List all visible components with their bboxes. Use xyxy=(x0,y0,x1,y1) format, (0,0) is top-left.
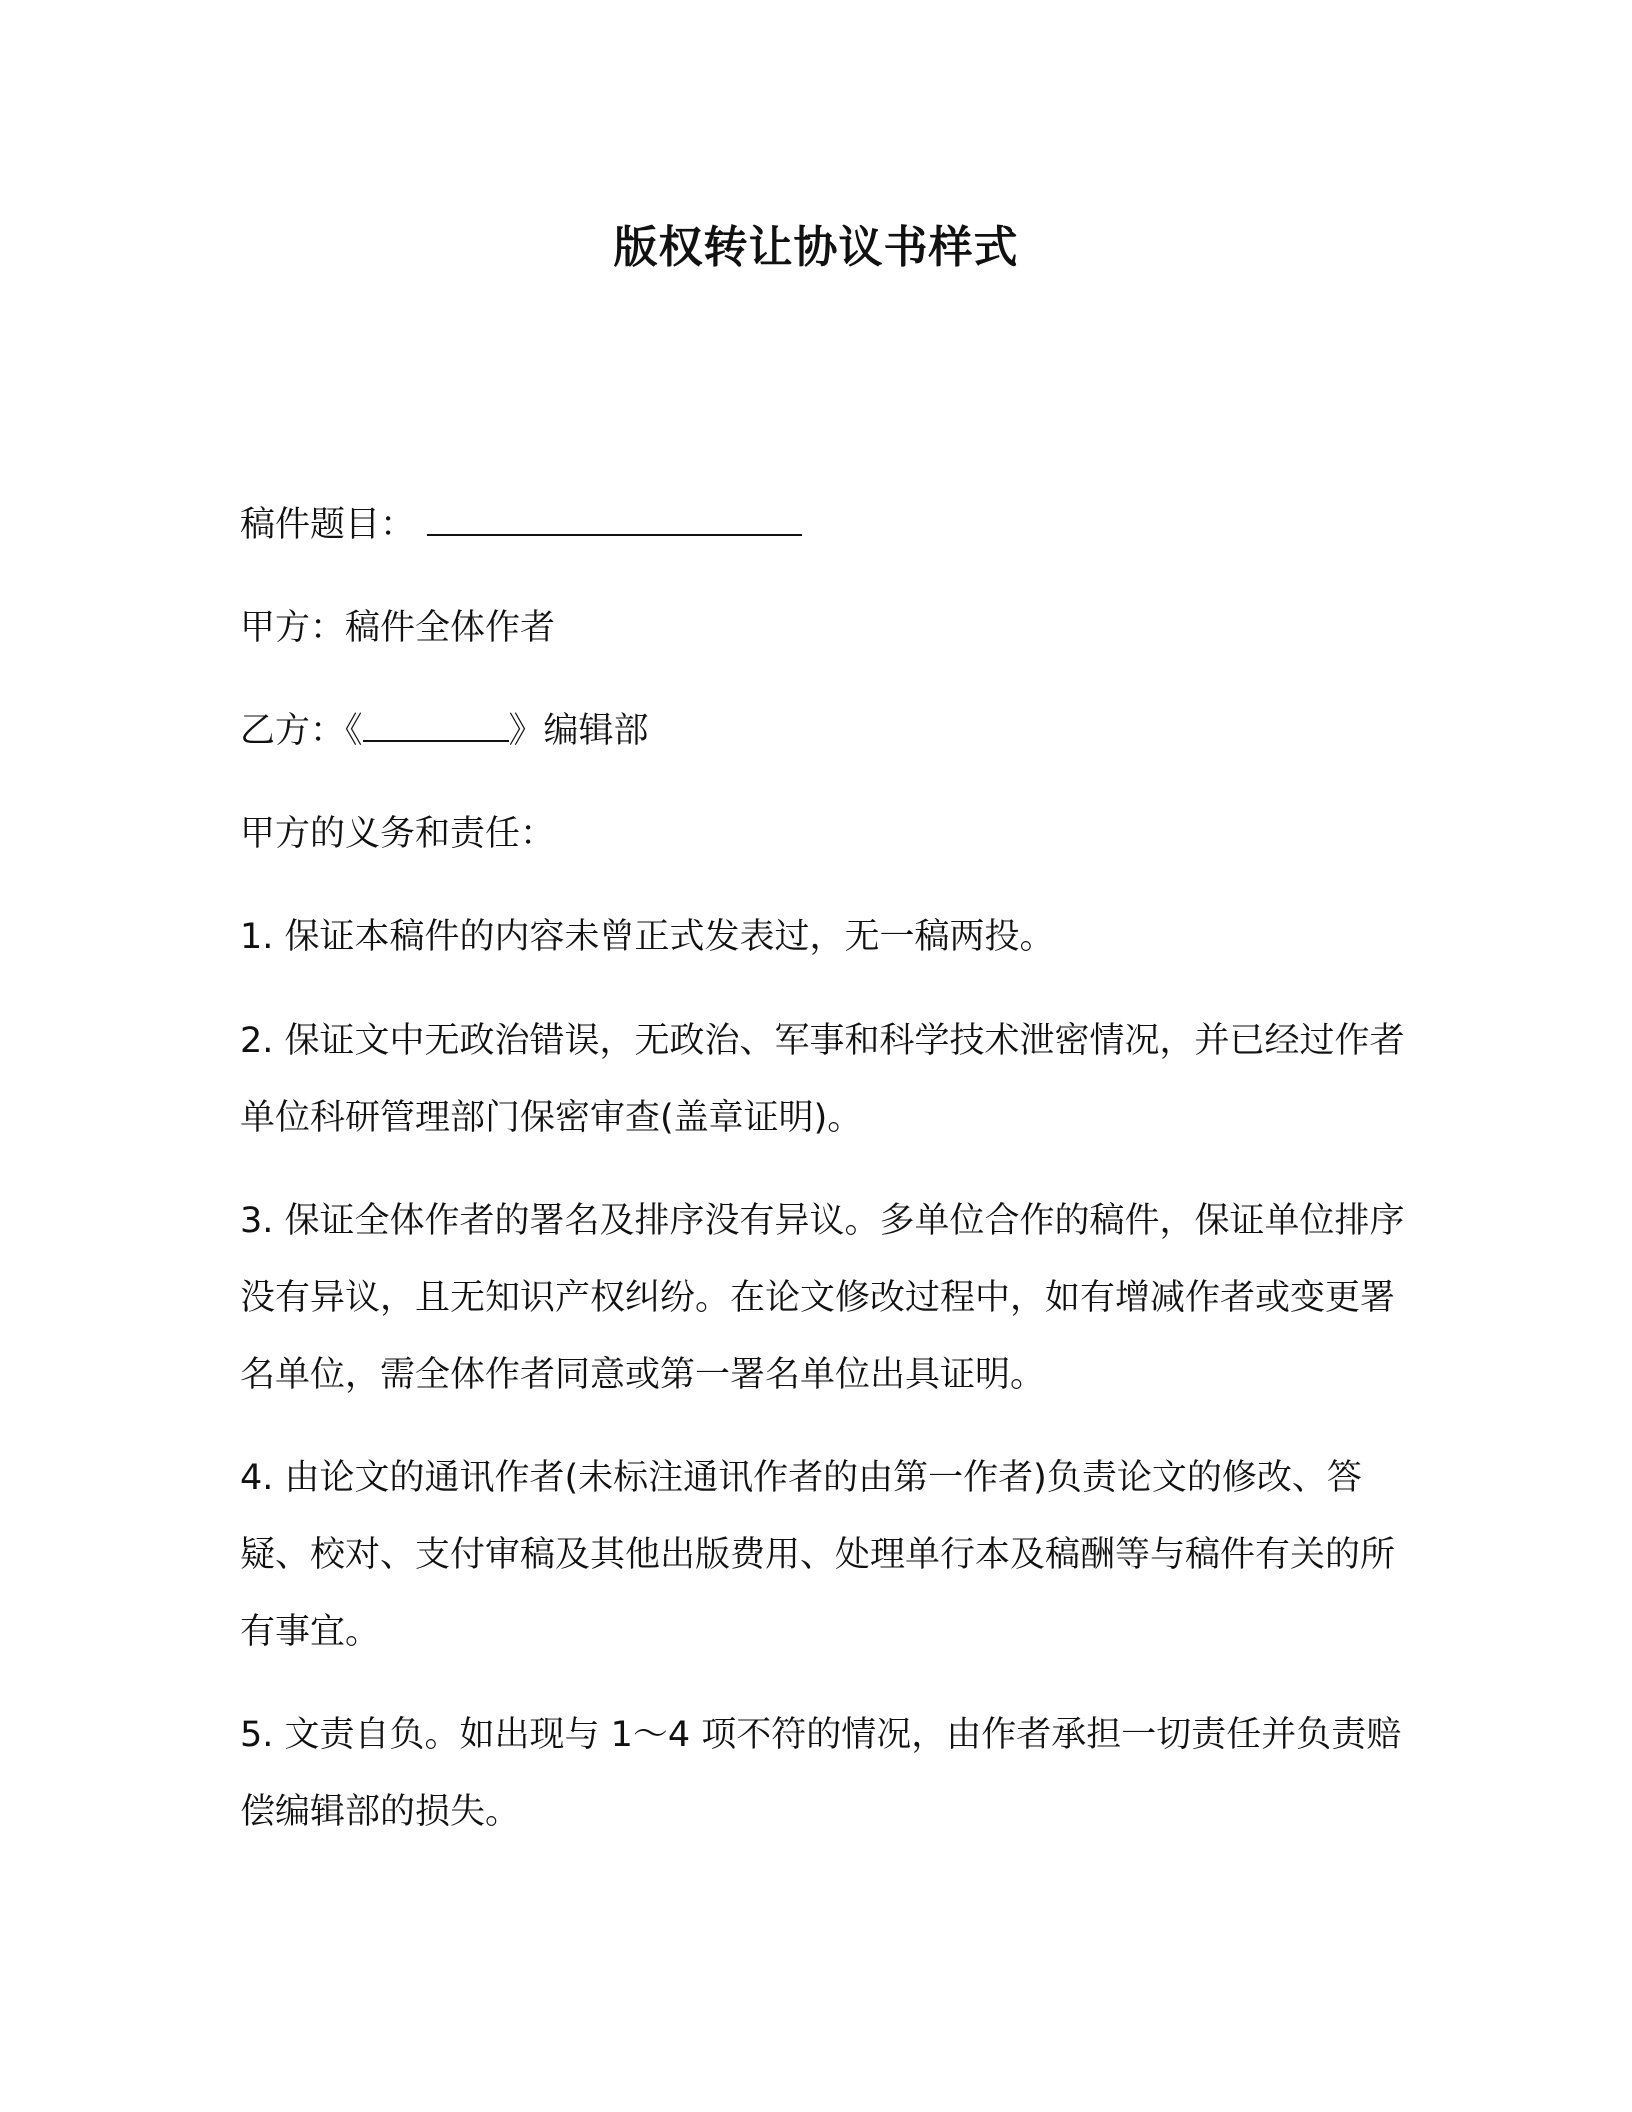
party-b-prefix: 乙方：《 xyxy=(240,711,363,751)
section-heading: 甲方的义务和责任： xyxy=(240,814,556,854)
party-a-line: 甲方：稿件全体作者 xyxy=(240,608,556,648)
clause-5: 5. 文责自负。如出现与 1～4 项不符的情况，由作者承担一切责任并负责赔偿编辑部的损失。 xyxy=(240,1715,1402,1832)
manuscript-title-line xyxy=(240,487,1410,564)
clause-1: 1. 保证本稿件的内容未曾正式发表过，无一稿两投。 xyxy=(240,917,1055,957)
clause-4: 4. 由论文的通讯作者(未标注通讯作者的由第一作者)负责论文的修改、答疑、校对、支付审稿及其他出版费用、处理单行本及稿酬等与稿件有关的所有事宜。 xyxy=(240,1458,1396,1652)
journal-name-blank xyxy=(363,709,509,743)
document-title: 版权转让协议书样式 xyxy=(613,222,1019,273)
clause-2: 2. 保证文中无政治错误，无政治、军事和科学技术泄密情况，并已经过作者单位科研管理部门保密审查(盖章证明)。 xyxy=(240,1021,1405,1138)
manuscript-title-label: 稿件题目： xyxy=(240,505,416,545)
party-b-line xyxy=(240,693,1410,770)
clause-3: 3. 保证全体作者的署名及排序没有异议。多单位合作的稿件，保证单位排序没有异议，且无知识产权纠纷。在论文修改过程中，如有增减作者或变更署名单位，需全体作者同意或第一署名单位出具证明。 xyxy=(240,1201,1405,1395)
manuscript-title-blank xyxy=(427,503,802,537)
party-b-suffix: 》编辑部 xyxy=(508,711,649,751)
